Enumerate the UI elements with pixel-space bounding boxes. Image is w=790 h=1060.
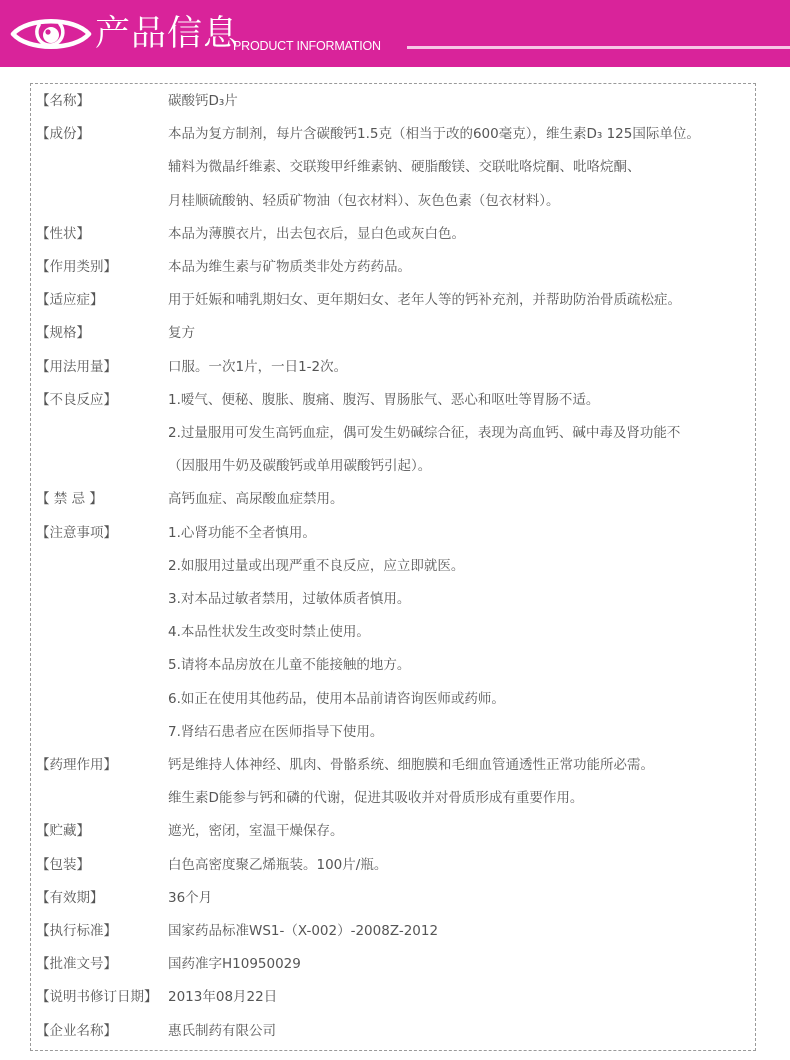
info-value bbox=[168, 317, 756, 350]
info-value-line: 本品为复方制剂，每片含碳酸钙1.5克（相当于改的600毫克），维生素D₃ 125国际单位。 bbox=[168, 126, 700, 143]
info-label: 【用法用量】 bbox=[36, 358, 117, 375]
info-label: 【性状】 bbox=[36, 225, 90, 242]
info-value-line: 36个月 bbox=[168, 889, 213, 906]
info-value-line: 钙是维持人体神经、肌肉、骨骼系统、细胞膜和毛细血管通透性正常功能所必需。 bbox=[168, 757, 654, 774]
info-label: 【不良反应】 bbox=[36, 391, 117, 408]
info-value-line: 1.心肾功能不全者慎用。 bbox=[168, 524, 316, 541]
info-value-line: （因服用牛奶及碳酸钙或单用碳酸钙引起）。 bbox=[168, 458, 432, 475]
info-label: 【包装】 bbox=[36, 856, 90, 873]
info-label: 【成份】 bbox=[36, 126, 90, 143]
section-subtitle: PRODUCT INFORMATION bbox=[233, 39, 381, 53]
info-value-line: 维生素D能参与钙和磷的代谢，促进其吸收并对骨质形成有重要作用。 bbox=[168, 790, 584, 807]
info-value bbox=[168, 1015, 756, 1048]
info-value-line: 1.嗳气、便秘、腹胀、腹痛、腹泻、胃肠胀气、恶心和呕吐等胃肠不适。 bbox=[168, 391, 600, 408]
info-label: 【说明书修订日期】 bbox=[36, 989, 158, 1006]
info-value-line: 3.对本品过敏者禁用，过敏体质者慎用。 bbox=[168, 591, 411, 608]
info-value bbox=[168, 483, 756, 516]
info-label: 【企业名称】 bbox=[36, 1022, 117, 1039]
info-label: 【 禁 忌 】 bbox=[36, 491, 103, 508]
info-value-line: 遮光，密闭，室温干燥保存。 bbox=[168, 823, 344, 840]
info-value-line: 6.如正在使用其他药品，使用本品前请咨询医师或药师。 bbox=[168, 690, 505, 707]
info-value-line: 碳酸钙D₃片 bbox=[168, 93, 238, 109]
info-row bbox=[36, 815, 756, 848]
info-label: 【名称】 bbox=[36, 93, 90, 109]
info-label: 【批准文号】 bbox=[36, 956, 117, 973]
info-value bbox=[168, 85, 756, 118]
info-value bbox=[168, 218, 756, 251]
info-value-line: 本品为薄膜衣片，出去包衣后，显白色或灰白色。 bbox=[168, 225, 465, 242]
info-value bbox=[168, 284, 756, 317]
info-value-line: 复方 bbox=[168, 325, 195, 342]
info-value bbox=[168, 384, 756, 484]
info-value-line: 本品为维生素与矿物质类非处方药药品。 bbox=[168, 259, 411, 276]
info-label: 【贮藏】 bbox=[36, 823, 90, 840]
info-row bbox=[36, 351, 756, 384]
info-row bbox=[36, 981, 756, 1014]
info-value bbox=[168, 251, 756, 284]
info-value bbox=[168, 815, 756, 848]
header-divider bbox=[407, 46, 790, 49]
info-value-line: 用于妊娠和哺乳期妇女、更年期妇女、老年人等的钙补充剂，并帮助防治骨质疏松症。 bbox=[168, 292, 681, 309]
info-value-line: 国家药品标准WS1-（X-002）-2008Z-2012 bbox=[168, 923, 439, 940]
info-row bbox=[36, 517, 756, 749]
info-value-line: 惠氏制药有限公司 bbox=[168, 1022, 276, 1039]
section-header bbox=[0, 0, 790, 67]
info-label: 【适应症】 bbox=[36, 292, 104, 309]
info-row bbox=[36, 948, 756, 981]
info-label: 【作用类别】 bbox=[36, 259, 117, 276]
section-title: 产品信息 bbox=[95, 14, 240, 54]
info-value-line: 高钙血症、高尿酸血症禁用。 bbox=[168, 491, 344, 508]
info-row bbox=[36, 849, 756, 882]
info-label: 【执行标准】 bbox=[36, 923, 117, 940]
info-value-line: 白色高密度聚乙烯瓶装。100片/瓶。 bbox=[168, 856, 388, 873]
info-value-line: 2.过量服用可发生高钙血症，偶可发生奶碱综合征，表现为高血钙、碱中毒及肾功能不 bbox=[168, 425, 681, 442]
info-row bbox=[36, 1015, 756, 1048]
info-value bbox=[168, 849, 756, 882]
info-value bbox=[168, 981, 756, 1014]
info-value bbox=[168, 517, 756, 749]
info-value bbox=[168, 915, 756, 948]
info-value bbox=[168, 118, 756, 218]
info-row bbox=[36, 284, 756, 317]
info-value-line: 国药准字H10950029 bbox=[168, 956, 301, 973]
info-row bbox=[36, 483, 756, 516]
info-value bbox=[168, 749, 756, 815]
info-label: 【注意事项】 bbox=[36, 524, 117, 541]
info-row bbox=[36, 749, 756, 815]
info-value-line: 5.请将本品房放在儿童不能接触的地方。 bbox=[168, 657, 411, 674]
info-row bbox=[36, 317, 756, 350]
info-label: 【规格】 bbox=[36, 325, 90, 342]
info-row bbox=[36, 118, 756, 218]
info-value-line: 辅料为微晶纤维素、交联羧甲纤维素钠、硬脂酸镁、交联吡咯烷酮、吡咯烷酮、 bbox=[168, 159, 641, 176]
info-value bbox=[168, 351, 756, 384]
info-row bbox=[36, 882, 756, 915]
product-info-list bbox=[36, 85, 756, 1048]
info-row bbox=[36, 85, 756, 118]
info-value bbox=[168, 948, 756, 981]
info-value-line: 月桂顺硫酸钠、轻质矿物油（包衣材料）、灰色色素（包衣材料）。 bbox=[168, 192, 560, 209]
info-row bbox=[36, 218, 756, 251]
info-value-line: 7.肾结石患者应在医师指导下使用。 bbox=[168, 723, 384, 740]
info-row bbox=[36, 384, 756, 484]
info-label: 【有效期】 bbox=[36, 889, 104, 906]
info-label: 【药理作用】 bbox=[36, 757, 117, 774]
info-value bbox=[168, 882, 756, 915]
info-value-line: 口服。一次1片，一日1-2次。 bbox=[168, 358, 348, 375]
info-value-line: 2013年08月22日 bbox=[168, 989, 278, 1006]
eye-icon bbox=[10, 14, 92, 54]
info-row bbox=[36, 251, 756, 284]
info-value-line: 2.如服用过量或出现严重不良反应，应立即就医。 bbox=[168, 557, 465, 574]
info-value-line: 4.本品性状发生改变时禁止使用。 bbox=[168, 624, 370, 641]
info-row bbox=[36, 915, 756, 948]
